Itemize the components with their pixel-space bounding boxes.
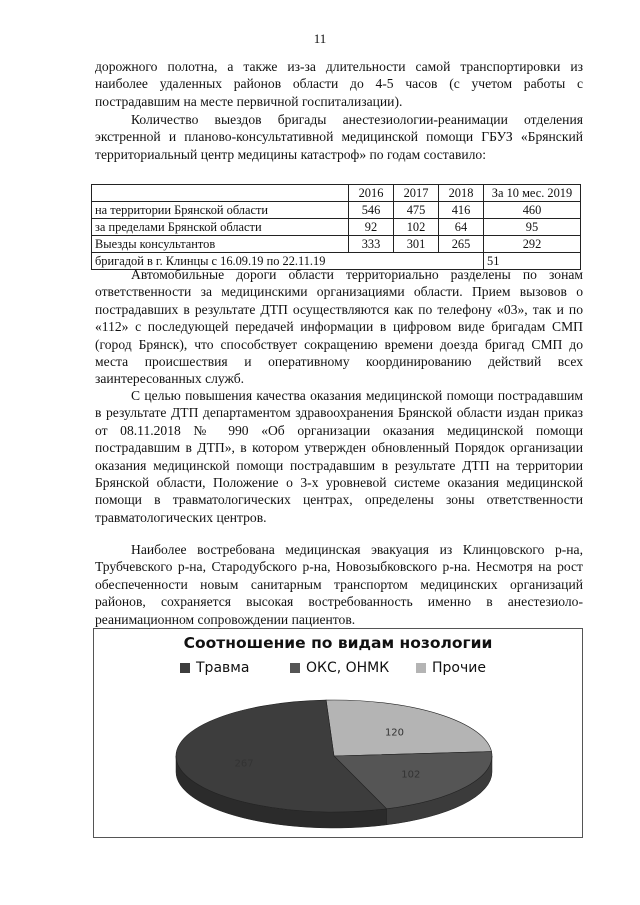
table-cell: на территории Брянской области [92, 202, 349, 219]
paragraph-3: Автомобильные дороги области территориально разделены по зонам ответственности за медицинскими организациями области. Прием вызовов о пострадавших в результате ДТП осуществляются как по телефону «03», так и по «112» с последующей передачей информации в цифровом виде бригадам СМП (город Брянск), что способствует сокращению времени доезда бригад СМП до места происшествия и оперативному координированию действий всех заинтересованных служб. [95, 267, 583, 387]
table-cell: 475 [394, 202, 439, 219]
table-header-cell: 2018 [439, 185, 484, 202]
legend-label: Травма [196, 660, 250, 676]
table-cell: бригадой в г. Клинцы с 16.09.19 по 22.11.19 [92, 253, 484, 270]
table-cell: за пределами Брянской области [92, 219, 349, 236]
table-cell: 460 [484, 202, 581, 219]
table-header-row [92, 185, 581, 202]
pie-value-label: 267 [234, 758, 254, 770]
paragraph-4: С целью повышения качества оказания медицинской помощи пострадавшим в результате ДТП департаментом здравоохранения Брянской области издан приказ от 08.11.2018 № 990 «Об организации оказания медицинской помощи пострадавшим в ДТП», в котором утвержден обновленный Порядок организации оказания медицинской помощи пострадавшим в результате ДТП на территории Брянской области, Положение о 3-х уровневой системе оказания медицинской помощи в травматологических центрах, определены зоны ответственности травматологических центров. [95, 388, 583, 525]
table-header-cell: За 10 мес. 2019 [484, 185, 581, 202]
paragraph-2: Количество выездов бригады анестезиологии-реанимации отделения экстренной и планово-консультативной медицинской помощи ГБУЗ «Брянский территориальный центр медицины катастроф» по годам составило: [95, 112, 583, 162]
table-cell: 51 [484, 253, 581, 270]
chart-title: Соотношение по видам нозологии [183, 634, 493, 652]
table-cell: 92 [349, 219, 394, 236]
table-header-cell: 2017 [394, 185, 439, 202]
table-cell: 333 [349, 236, 394, 253]
table-row [92, 236, 581, 253]
pie-slice [326, 700, 491, 756]
table-cell: 95 [484, 219, 581, 236]
table-row [92, 202, 581, 219]
table-header-cell [92, 185, 349, 202]
table-cell: 546 [349, 202, 394, 219]
table-cell: 292 [484, 236, 581, 253]
pie-value-label: 102 [401, 769, 421, 781]
pie-value-label: 120 [384, 727, 405, 739]
paragraph-1: дорожного полотна, а также из-за длительности самой транспортировки из наиболее удаленных районов области до 4-5 часов (с учетом работы с пострадавшим на месте первичной госпитализации). [95, 59, 583, 109]
table-cell: 416 [439, 202, 484, 219]
page-number: 11 [313, 31, 327, 46]
pie-chart [94, 629, 582, 837]
nosology-chart [93, 628, 583, 838]
table-row [92, 219, 581, 236]
table-cell: 64 [439, 219, 484, 236]
table-header-cell: 2016 [349, 185, 394, 202]
table-cell: 265 [439, 236, 484, 253]
table-cell: 301 [394, 236, 439, 253]
trips-table [91, 184, 581, 270]
legend-label: ОКС, ОНМК [306, 660, 390, 676]
table-cell: 102 [394, 219, 439, 236]
table-cell: Выезды консультантов [92, 236, 349, 253]
paragraph-5: Наиболее востребована медицинская эвакуация из Клинцовского р-на, Трубчевского р-на, Стародубского р-на, Новозыбковского р-на. Несмотря на рост обеспеченности новым санитарным транспортом медицинских организаций районов, сохраняется высокая востребованность именно в анестезиоло-реанимационном сопровождении пациентов. [95, 542, 583, 627]
legend-label: Прочие [432, 660, 486, 676]
